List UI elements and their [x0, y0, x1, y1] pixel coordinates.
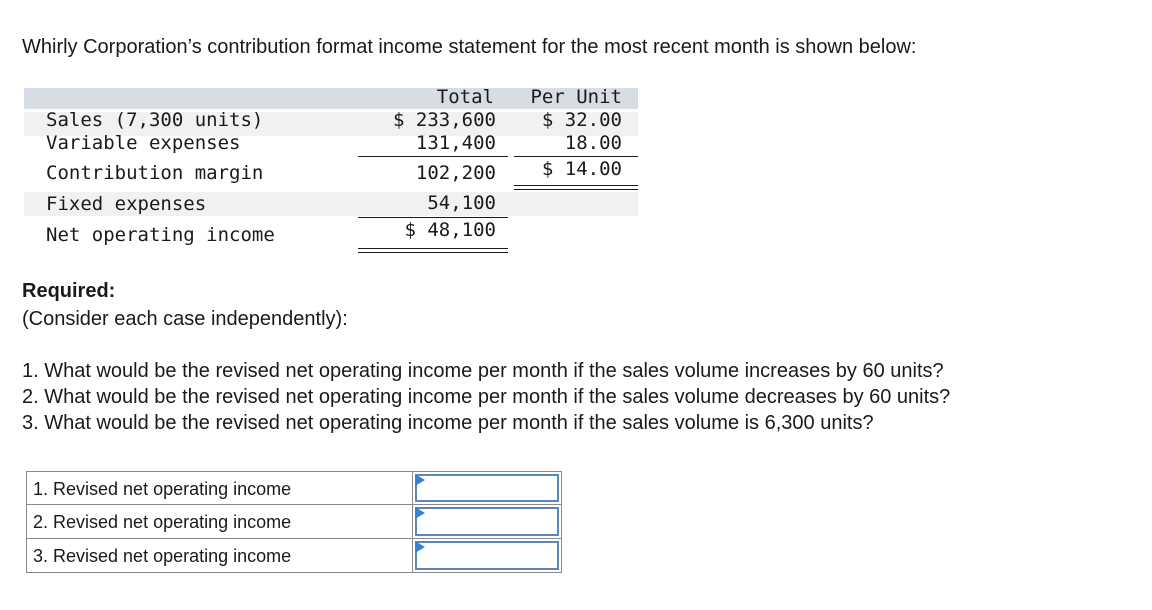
- header-per-unit: Per Unit: [530, 86, 622, 108]
- required-title: Required:: [22, 280, 116, 302]
- double-underline: [358, 252, 508, 253]
- question-list: [22, 358, 950, 436]
- row-label-net: Net operating income: [46, 224, 275, 246]
- row-total-net: $ 48,100: [404, 219, 496, 241]
- answer-input-3[interactable]: [415, 541, 559, 570]
- underline: [358, 217, 508, 218]
- question-3: 3. What would be the revised net operating income per month if the sales volume is 6,300 units?: [22, 412, 874, 434]
- row-total-fixed: 54,100: [427, 192, 496, 214]
- answer-label-2: 2. Revised net operating income: [26, 505, 412, 539]
- answer-row: [26, 471, 562, 505]
- question-1: 1. What would be the revised net operating income per month if the sales volume increases by 60 units?: [22, 360, 944, 382]
- answer-label-3: 3. Revised net operating income: [26, 539, 412, 573]
- answer-label-1: 1. Revised net operating income: [26, 471, 412, 505]
- row-label-sales: Sales (7,300 units): [46, 109, 264, 131]
- double-underline: [514, 185, 638, 186]
- row-total-contribution: 102,200: [415, 162, 496, 184]
- answer-table: [26, 471, 562, 573]
- answer-cell-2: [412, 505, 562, 539]
- row-total-variable: 131,400: [415, 132, 496, 154]
- answer-cell-3: [412, 539, 562, 573]
- row-label-contribution: Contribution margin: [46, 162, 264, 184]
- required-note: (Consider each case independently):: [22, 308, 348, 330]
- double-underline: [358, 248, 508, 249]
- row-perunit-variable: 18.00: [564, 132, 622, 154]
- row-label-fixed: Fixed expenses: [46, 193, 207, 215]
- row-perunit-sales: $ 32.00: [541, 109, 622, 131]
- flag-icon: [415, 541, 425, 553]
- underline: [514, 156, 638, 157]
- row-label-variable: Variable expenses: [46, 132, 241, 154]
- answer-row: [26, 539, 562, 573]
- row-perunit-contribution: $ 14.00: [541, 158, 622, 180]
- flag-icon: [415, 507, 425, 519]
- double-underline: [514, 189, 638, 190]
- answer-row: [26, 505, 562, 539]
- answer-input-1[interactable]: [415, 474, 559, 502]
- intro-text: Whirly Corporation’s contribution format income statement for the most recent month is shown below:: [22, 36, 917, 58]
- question-2: 2. What would be the revised net operating income per month if the sales volume decreases by 60 units?: [22, 386, 951, 408]
- answer-input-2[interactable]: [415, 507, 559, 536]
- header-total: Total: [436, 86, 494, 108]
- answer-cell-1: [412, 471, 562, 505]
- underline: [358, 156, 508, 157]
- income-statement: [24, 86, 644, 266]
- row-total-sales: $ 233,600: [393, 109, 496, 131]
- flag-icon: [415, 474, 425, 486]
